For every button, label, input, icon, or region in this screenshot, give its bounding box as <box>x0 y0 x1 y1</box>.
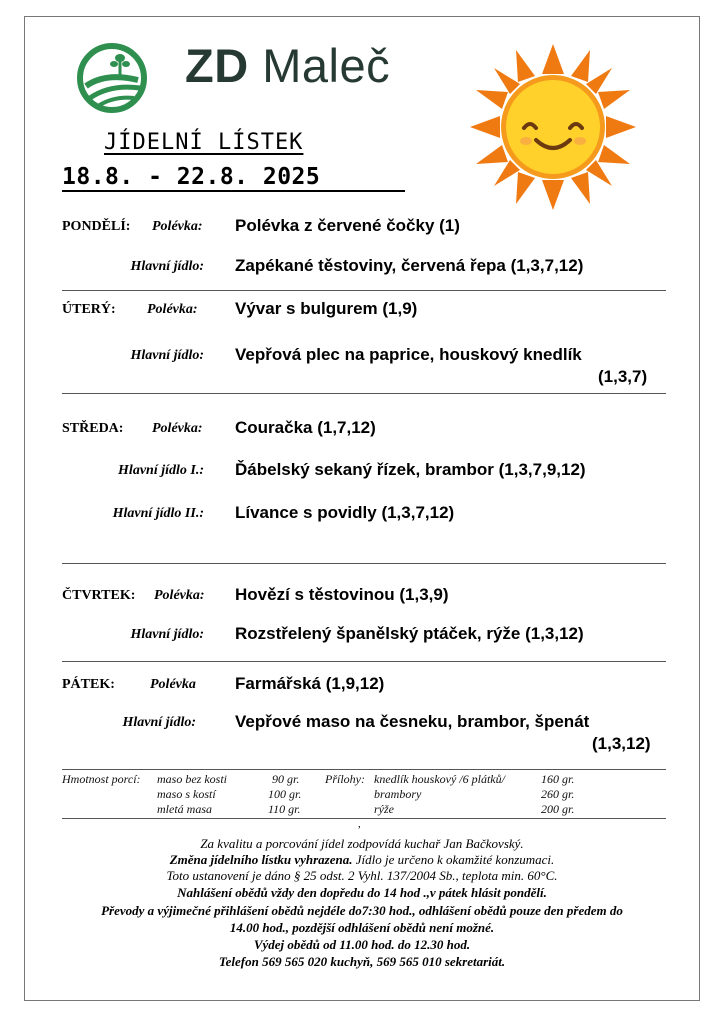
footer-line-1: Za kvalitu a porcování jídel zodpovídá kuchař Jan Bačkovský. <box>200 836 524 851</box>
footer-line-4: Nahlášení obědů vždy den dopředu do 14 hod .,v pátek hlásit pondělí. <box>177 885 547 900</box>
main-dish: Vepřové maso na česneku, brambor, špenát <box>235 712 590 731</box>
divider <box>62 769 666 770</box>
soup-dish: Hovězí s těstovinou (1,3,9) <box>235 585 449 604</box>
portion-name: maso s kostí <box>157 787 216 801</box>
main-dish: Rozstřelený španělský ptáček, rýže (1,3,12) <box>235 624 584 643</box>
main-label: Hlavní jídlo: <box>130 627 204 642</box>
divider <box>62 290 666 291</box>
side-name: knedlík houskový /6 plátků/ <box>374 772 505 786</box>
footer-line-3: Toto ustanovení je dáno § 25 odst. 2 Vyhl. 137/2004 Sb., teplota min. 60°C. <box>166 868 558 883</box>
footer-line-8: Telefon 569 565 020 kuchyň, 569 565 010 sekretariát. <box>218 954 506 969</box>
brand-name <box>185 38 390 93</box>
side-name: brambory <box>374 787 422 801</box>
main-dish: Vepřová plec na paprice, houskový knedlík <box>235 345 582 364</box>
brand-rest: Maleč <box>262 39 391 92</box>
sun-icon <box>470 44 636 210</box>
day-name: ÚTERÝ: <box>62 302 116 317</box>
portion-name: maso bez kosti <box>157 772 227 786</box>
side-weight: 260 gr. <box>541 787 575 801</box>
footer-line-2-bold: Změna jídelního lístku vyhrazena. <box>169 852 353 867</box>
date-range: 18.8. - 22.8. 2025 <box>62 164 321 190</box>
divider <box>62 818 666 819</box>
footer-line-5: Převody a výjimečné přihlášení obědů nejdéle do7:30 hod., odhlášení obědů pouze den předem do <box>101 903 623 918</box>
soup-dish: Vývar s bulgurem (1,9) <box>235 299 418 318</box>
main2-dish: Lívance s povidly (1,3,7,12) <box>235 503 455 522</box>
day-name: STŘEDA: <box>62 421 124 436</box>
side-weight: 160 gr. <box>541 772 575 786</box>
footer-line-2 <box>36 852 688 868</box>
soup-dish: Farmářská (1,9,12) <box>235 674 385 693</box>
footer-line-2-rest: Jídlo je určeno k okamžité konzumaci. <box>352 852 555 867</box>
main2-label: Hlavní jídlo II.: <box>112 506 204 521</box>
main-label: Hlavní jídlo I.: <box>118 463 204 478</box>
divider <box>62 563 666 564</box>
stray-mark: , <box>358 818 361 830</box>
brand-bold: ZD <box>185 39 249 92</box>
date-underline <box>62 190 405 192</box>
main-label: Hlavní jídlo: <box>130 259 204 274</box>
soup-dish: Couračka (1,7,12) <box>235 418 376 437</box>
main-label: Hlavní jídlo: <box>122 715 196 730</box>
side-weight: 200 gr. <box>541 802 575 816</box>
main-allergens: (1,3,12) <box>592 734 651 753</box>
footer-line-6: 14.00 hod., pozdější odhlášení obědů není možné. <box>229 920 495 935</box>
footer-line-7: Výdej obědů od 11.00 hod. do 12.30 hod. <box>253 937 471 952</box>
soup-label: Polévka: <box>152 219 203 234</box>
soup-label: Polévka <box>150 677 196 692</box>
soup-label: Polévka: <box>154 588 205 603</box>
day-name: ČTVRTEK: <box>62 588 136 603</box>
main-dish: Ďábelský sekaný řízek, brambor (1,3,7,9,12) <box>235 460 586 479</box>
main-dish: Zapékané těstoviny, červená řepa (1,3,7,12) <box>235 256 584 275</box>
soup-label: Polévka: <box>147 302 198 317</box>
portion-name: mletá masa <box>157 802 212 816</box>
side-name: rýže <box>374 802 394 816</box>
sides-label: Přílohy: <box>325 772 365 786</box>
divider <box>62 393 666 394</box>
menu-title: JÍDELNÍ LÍSTEK <box>104 130 304 155</box>
soup-dish: Polévka z červené čočky (1) <box>235 216 460 235</box>
portions-label: Hmotnost porcí: <box>62 772 141 786</box>
soup-label: Polévka: <box>152 421 203 436</box>
main-allergens: (1,3,7) <box>598 367 648 386</box>
day-name: PONDĚLÍ: <box>62 219 131 234</box>
divider <box>62 661 666 662</box>
portion-weight: 90 gr. <box>272 772 300 786</box>
portion-weight: 100 gr. <box>268 787 302 801</box>
portion-weight: 110 gr. <box>268 802 301 816</box>
main-label: Hlavní jídlo: <box>130 348 204 363</box>
logo-icon <box>76 42 148 114</box>
day-name: PÁTEK: <box>62 677 115 692</box>
